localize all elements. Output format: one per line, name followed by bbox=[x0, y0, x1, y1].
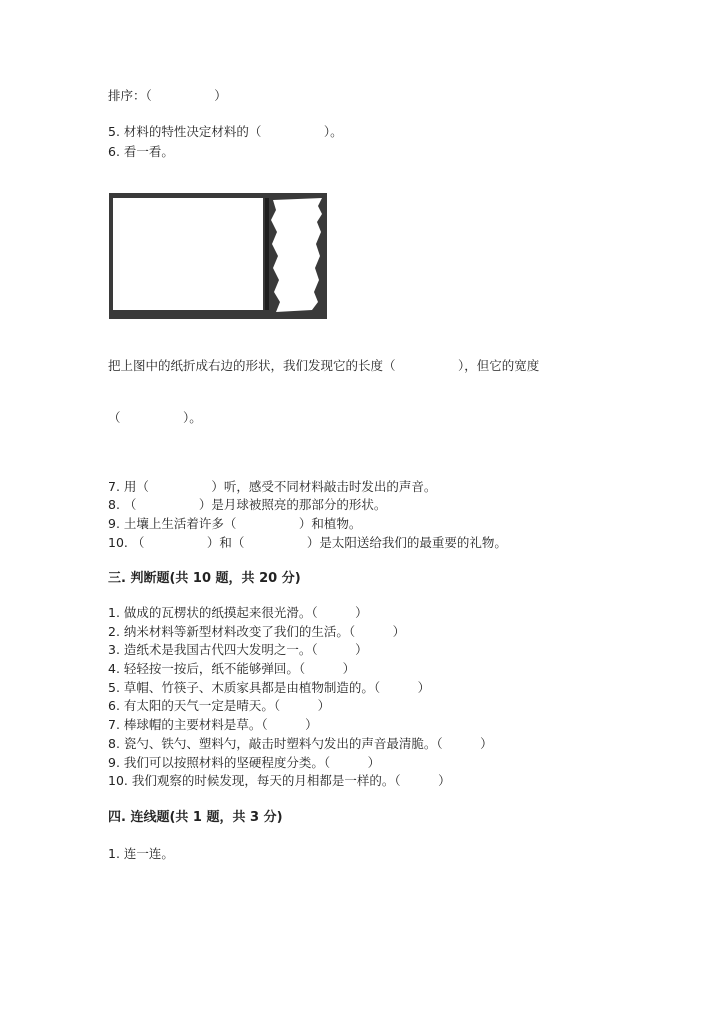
paper-fold-figure bbox=[108, 192, 328, 320]
judge-item: 3. 造纸术是我国古代四大发明之一。（ ） bbox=[108, 642, 368, 657]
judge-item: 9. 我们可以按照材料的坚硬程度分类。（ ） bbox=[108, 755, 381, 770]
matching-question-1: 1. 连一连。 bbox=[108, 846, 174, 861]
judge-item: 5. 草帽、竹筷子、木质家具都是由植物制造的。（ ） bbox=[108, 680, 431, 695]
question-7: 7. 用（ ）听，感受不同材料敲击时发出的声音。 bbox=[108, 479, 437, 494]
question-6: 6. 看一看。 bbox=[108, 144, 174, 159]
judge-item: 1. 做成的瓦楞状的纸摸起来很光滑。（ ） bbox=[108, 605, 368, 620]
section-4-title: 四. 连线题(共 1 题，共 3 分) bbox=[108, 810, 283, 825]
fold-question-line2: （ ）。 bbox=[108, 410, 202, 425]
judge-item: 8. 瓷勺、铁勺、塑料勺，敲击时塑料勺发出的声音最清脆。（ ） bbox=[108, 736, 493, 751]
judge-item: 7. 棒球帽的主要材料是草。（ ） bbox=[108, 717, 318, 732]
question-9: 9. 土壤上生活着许多（ ）和植物。 bbox=[108, 516, 362, 531]
paper-sheet bbox=[113, 198, 263, 310]
section-3-title: 三. 判断题(共 10 题，共 20 分) bbox=[108, 571, 301, 586]
judge-item: 10. 我们观察的时候发现，每天的月相都是一样的。（ ） bbox=[108, 773, 451, 788]
judge-item: 6. 有太阳的天气一定是晴天。（ ） bbox=[108, 698, 331, 713]
fold-question-line1: 把上图中的纸折成右边的形状，我们发现它的长度（ ），但它的宽度 bbox=[108, 358, 540, 373]
order-line: 排序：（ ） bbox=[108, 88, 227, 103]
judge-item: 2. 纳米材料等新型材料改变了我们的生活。（ ） bbox=[108, 624, 406, 639]
question-8: 8. （ ）是月球被照亮的那部分的形状。 bbox=[108, 497, 387, 512]
fold-shadow bbox=[265, 198, 269, 310]
question-10: 10. （ ）和（ ）是太阳送给我们的最重要的礼物。 bbox=[108, 535, 507, 550]
question-5: 5. 材料的特性决定材料的（ ）。 bbox=[108, 124, 343, 139]
folded-paper bbox=[271, 198, 322, 312]
judge-item: 4. 轻轻按一按后，纸不能够弹回。（ ） bbox=[108, 661, 356, 676]
